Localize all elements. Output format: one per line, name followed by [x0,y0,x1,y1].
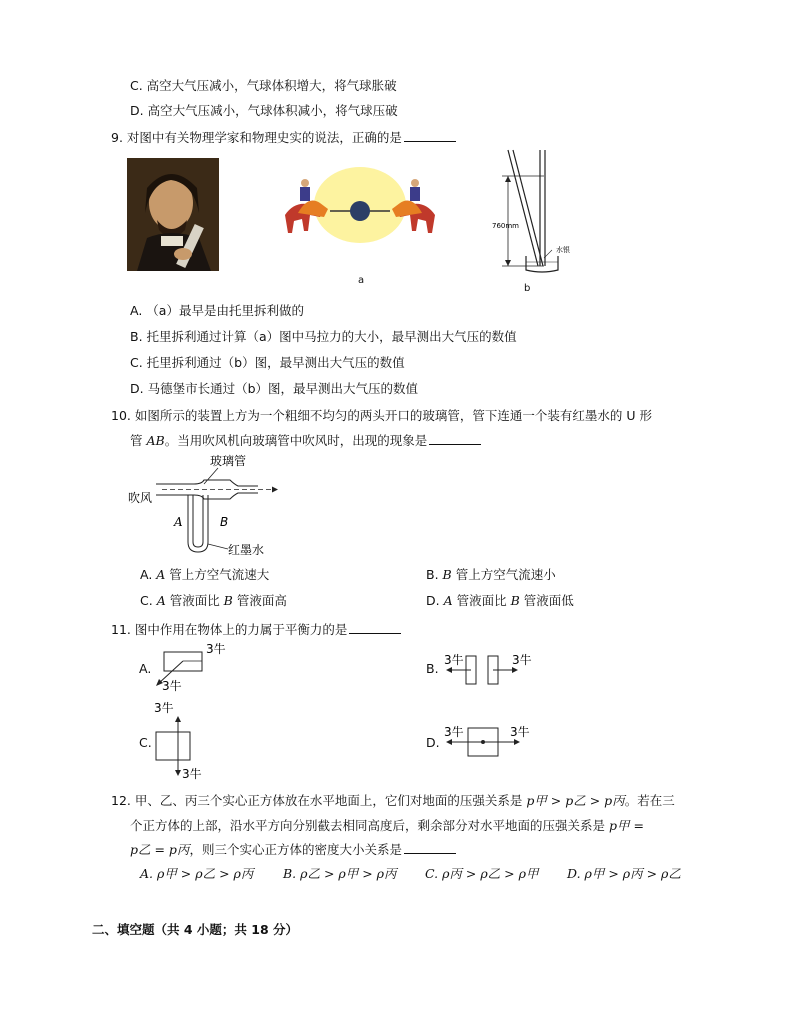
opt-var: B [442,567,452,582]
opt-prefix: C. [140,593,157,608]
q12-option-d: D. ρ甲 > ρ丙 > ρ乙 [567,866,681,881]
q12-text: 个正方体的上部，沿水平方向分别截去相同高度后，剩余部分对水平地面的压强关系是 [130,818,609,833]
q12-pressure-relation: p甲 > p乙 > p丙 [526,793,625,808]
q12-text: 。若在三 [624,793,675,808]
q9-option-a: A. （a）最早是由托里拆利做的 [130,303,304,318]
q11-option-d-label: D. [426,735,440,750]
force-label: 3牛 [512,653,532,667]
force-label: 3牛 [206,642,226,656]
answer-blank [404,129,456,142]
q11-option-c-label: C. [139,735,152,750]
q12-option-b: B. ρ乙 > ρ甲 > ρ丙 [283,866,397,881]
opt-var: B [223,593,233,608]
opt-text: 管液面低 [519,593,574,608]
tube-a-label: A [174,515,183,529]
q12-line1 [111,791,675,809]
force-diagram-b [440,648,550,688]
q10-stem-ab: AB [146,433,165,448]
answer-blank [349,621,401,634]
figure-label-a: a [358,275,365,286]
q10-stem-line2 [130,431,481,449]
q11-option-b-label: B. [426,661,439,676]
q11-option-a-label: A. [139,661,152,676]
q9-option-d: D. 马德堡市长通过（b）图，最早测出大气压的数值 [130,381,419,396]
opt-prefix: D. [426,593,444,608]
q10-stem-line1: 10. 如图所示的装置上方为一个粗细不均匀的两头开口的玻璃管，管下连通一个装有红墨水的 U 形 [111,408,652,423]
q10-option-c [140,591,287,609]
torricelli-portrait [127,158,219,271]
opt-text: 管液面比 [452,593,511,608]
opt-var: A [156,593,166,608]
force-diagram-c [150,698,210,780]
q10-option-d [426,591,574,609]
blow-label: 吹风 [128,491,153,505]
q8-option-d: D. 高空大气压减小，气球体积减小，将气球压破 [130,103,398,118]
q11-stem-text: 11. 图中作用在物体上的力属于平衡力的是 [111,622,348,637]
force-label: 3牛 [154,701,174,715]
q10-stem-pre: 管 [130,433,147,448]
opt-var: A [443,593,453,608]
venturi-tube-figure [126,450,286,560]
q12-option-c: C. ρ丙 > ρ乙 > ρ甲 [425,866,539,881]
q8-option-c: C. 高空大气压减小，气球体积增大，将气球胀破 [130,78,397,93]
answer-blank [404,841,456,854]
force-label: 3牛 [510,725,530,739]
figure-label-b: b [524,283,531,294]
opt-var: B [510,593,520,608]
q12-line3 [130,840,456,858]
tube-b-label: B [220,515,229,529]
section-heading: 二、填空题（共 4 小题；共 18 分） [92,922,299,937]
opt-text: 管上方空气流速大 [165,567,270,582]
q12-text: ，则三个实心正方体的密度大小关系是 [189,842,402,857]
answer-blank [429,432,481,445]
q10-stem-post: 。当用吹风机向玻璃管中吹风时，出现的现象是 [164,433,428,448]
q9-option-c: C. 托里拆利通过（b）图，最早测出大气压的数值 [130,355,405,370]
q12-option-a: A. ρ甲 > ρ乙 > ρ丙 [140,866,254,881]
opt-text: 管液面高 [232,593,287,608]
opt-text: 管上方空气流速小 [451,567,556,582]
torricelli-tube-figure [490,148,580,298]
q9-option-b: B. 托里拆利通过计算（a）图中马拉力的大小，最早测出大气压的数值 [130,329,517,344]
q11-stem [111,620,401,638]
q10-option-b [426,565,556,583]
opt-var: A [156,567,166,582]
q9-stem [111,128,456,146]
force-diagram-a [150,640,240,692]
q9-stem-text: 9. 对图中有关物理学家和物理史实的说法，正确的是 [111,130,402,145]
red-ink-label: 红墨水 [228,543,265,557]
q12-line2 [130,816,644,834]
q12-pressure-relation: p甲 = [608,818,644,833]
force-label: 3牛 [444,653,464,667]
magdeburg-hemispheres-figure [280,165,440,245]
q12-pressure-relation: p乙 = p丙 [130,842,190,857]
force-label: 3牛 [182,767,202,780]
tube-height-label: 760mm [492,222,519,230]
opt-text: 管液面比 [165,593,224,608]
glass-tube-label: 玻璃管 [210,454,247,468]
mercury-label: 水银 [556,246,570,254]
force-diagram-d [440,722,550,762]
force-label: 3牛 [444,725,464,739]
force-label: 3牛 [162,679,182,692]
q12-text: 12. 甲、乙、丙三个实心正方体放在水平地面上，它们对地面的压强关系是 [111,793,527,808]
opt-prefix: B. [426,567,443,582]
q10-option-a [140,565,269,583]
opt-prefix: A. [140,567,157,582]
